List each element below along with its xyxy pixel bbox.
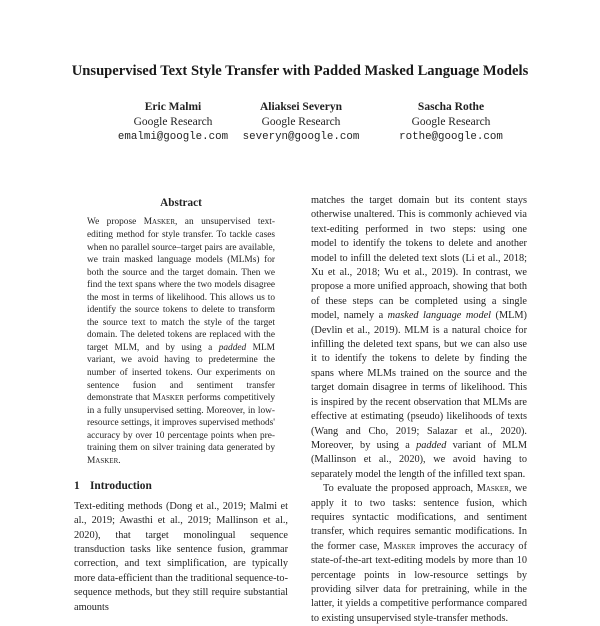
author-name: Aliaksei Severyn [259, 101, 343, 113]
abstract-part: performs competitively in a fully unsupervised setting. Moreover, in low-resource settings, it improves supervised methods' accuracy by over 10 percentage points when pre-training them on silver training data generated by [87, 393, 275, 454]
right-column [311, 194, 527, 626]
paper-title: Unsupervised Text Style Transfer with Padded Masked Language Models [71, 63, 529, 79]
abstract-part: We propose [87, 217, 144, 228]
method-name: Masker [87, 455, 119, 466]
abstract-part: . [118, 455, 121, 466]
author-email: rothe@google.com [399, 131, 503, 143]
section-number: 1 [74, 480, 80, 493]
section-heading [74, 479, 288, 493]
method-name: Masker [476, 483, 509, 495]
author-3 [366, 100, 536, 145]
author-2 [216, 100, 386, 145]
body-part: matches the target domain but its content stays otherwise unaltered. This is commonly achieved via text-editing performed in two steps: using one model to identify the tokens to delete and another model to infill the deleted text slots (Li et al., 2018; Xu et al., 2018; Wu et al., 2019). In contrast, we propose a more unified approach, showing that both of these steps can be completed using a single model, namely a [311, 195, 527, 322]
emphasis: padded [218, 342, 247, 353]
abstract-text [74, 216, 288, 467]
body-part: To evaluate the proposed approach, [323, 483, 477, 495]
body-part: , we apply it to two tasks: sentence fusion, which requires syntactic modifications, and sentiment transfer, which requires semantic modifications. In the former case, [311, 483, 528, 552]
abstract-heading: Abstract [160, 197, 202, 209]
section-title: Introduction [90, 480, 152, 493]
author-affiliation: Google Research [261, 116, 341, 128]
author-name: Sascha Rothe [417, 101, 485, 113]
author-affiliation: Google Research [411, 116, 491, 128]
method-name: Masker [383, 540, 416, 552]
body-paragraph [311, 194, 527, 482]
method-name: Masker [152, 393, 184, 404]
author-email: severyn@google.com [242, 131, 360, 143]
body-paragraph [311, 482, 527, 626]
author-email: emalmi@google.com [117, 131, 229, 143]
method-name: Masker [143, 217, 175, 228]
body-part: (MLM) (Devlin et al., 2019). MLM is a natural choice for infilling the deleted text spans, but we can also use it to identify the tokens to delete by finding the spans where MLMs trained on the source and the target domain disagree in terms of likelihood. This is inspired by the recent observation that MLMs are effective at estimating (pseudo) likelihoods of texts (Wang and Cho, 2019; Salazar et al., 2020). Moreover, by using a [311, 310, 527, 451]
intro-paragraph: Text-editing methods (Dong et al., 2019; Malmi et al., 2019; Awasthi et al., 2019; Mallinson et al., 2020), that target monolingual sequence transduction tasks like sentence fusion, grammar correction, and text simplification, are typically more data-efficient than the traditional sequence-to-sequence methods, but they still require substantial amounts [74, 500, 288, 613]
emphasis: padded [416, 439, 447, 451]
author-affiliation: Google Research [133, 116, 213, 128]
abstract-part: MLM variant, we avoid having to predetermine the number of inserted tokens. Our experiments on sentence fusion and sentiment transfer demonstrate that [87, 342, 275, 404]
left-column [74, 196, 288, 615]
emphasis: masked language model [387, 310, 492, 322]
body-part: improves the accuracy of state-of-the-art text-editing models by more than 10 percentage points in low-resource settings by providing silver data for pretraining, while in the latter, it yields a competitive performance compared to existing unsupervised style-transfer methods. [311, 540, 527, 624]
author-name: Eric Malmi [144, 101, 202, 113]
body-part: variant of MLM (Mallinson et al., 2020), we avoid having to separately model the length of the infilled text span. [311, 439, 527, 480]
abstract-part: , an unsupervised text-editing method for style transfer. To tackle cases when no parallel source–target pairs are available, we train masked language models (MLMs) for both the source and the target domain. Then we find the text spans where the two models disagree the most in terms of likelihood. This allows us to identify the source tokens to delete to transform the source text to match the style of the target domain. The deleted tokens are replaced with the target MLM, and by using a [87, 217, 275, 353]
